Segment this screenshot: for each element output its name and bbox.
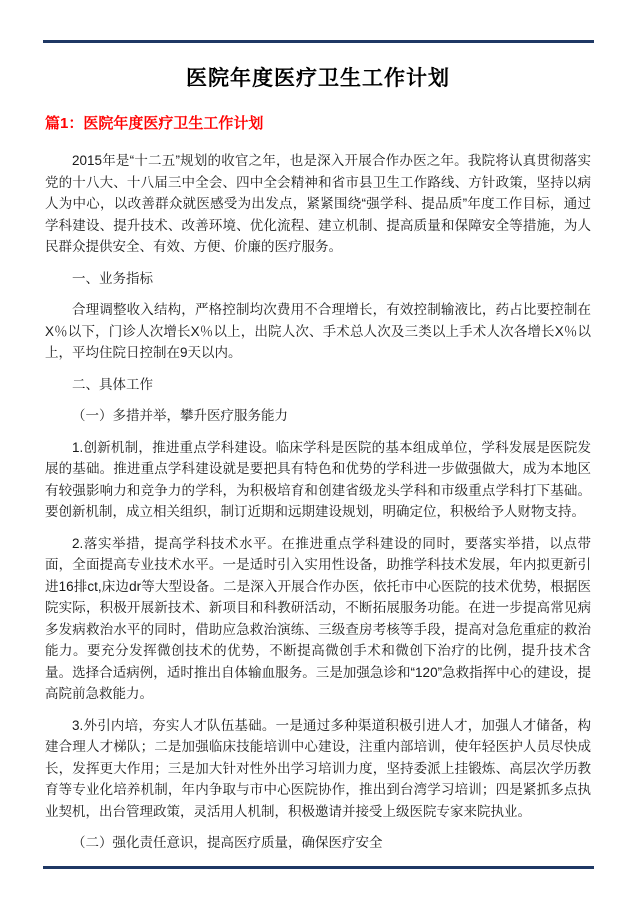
paragraph: 合理调整收入结构，严格控制均次费用不合理增长，有效控制输液比，药占比要控制在X％以下，门诊人次增长X％以上，出院人次、手术总人次及三类以上手术人次各增长X％以上，平均住院日控制在9天以内。 xyxy=(45,302,591,360)
paragraph: 二、具体工作 xyxy=(72,376,153,392)
paragraph: 2.落实举措，提高学科技术水平。在推进重点学科建设的同时，要落实举措，以点带面，全面提高专业技术水平。一是适时引入实用性设备，助推学科技术发展，年内拟更新引进16排ct,床边dr等大型设备。二是深入开展合作办医，依托市中心医院的技术优势，根据医院实际，积极开展新技术、新项目和科教研活动，不断拓展服务功能。在进一步提高常见病多发病救治水平的同时，借助应急救治演练、三级查房考核等手段，提高对急危重症的救治能力。要充分发挥微创技术的优势，不断提高微创手术和微创下治疗的比例，提升技术含量。选择合适病例，适时推出自体输血服务。三是加强急诊和“120”急救指挥中心的建设，提高院前急救能力。 xyxy=(45,535,591,701)
document-title: 医院年度医疗卫生工作计划 xyxy=(186,67,450,90)
paragraph: 2015年是“十二五”规划的收官之年，也是深入开展合作办医之年。我院将认真贯彻落实党的十八大、十八届三中全会、四中全会精神和省市县卫生工作路线、方针政策，坚持以病人为中心，以改善群众就医感受为出发点，紧紧围绕“强学科、提品质”年度工作目标，通过学科建设、提升技术、改善环境、优化流程、建立机制、提高质量和保障安全等措施，为人民群众提供安全、有效、方便、价廉的医疗服务。 xyxy=(45,153,591,254)
paragraph: 3.外引内培，夯实人才队伍基础。一是通过多种渠道积极引进人才，加强人才储备，构建合理人才梯队；二是加强临床技能培训中心建设，注重内部培训，使年轻医护人员尽快成长，发挥更大作用；三是加大针对性外出学习培训力度，坚持委派上挂锻炼、高层次学历教育等专业化培养机制，年内争取与市中心医院协作，推出到台湾学习培训；四是紧抓多点执业契机，出台管理政策，灵活用人机制，积极邀请并接受上级医院专家来院执业。 xyxy=(45,717,591,819)
section-heading: 篇1：医院年度医疗卫生工作计划 xyxy=(45,115,264,132)
paragraph: 一、业务指标 xyxy=(72,270,153,286)
paragraph: 1.创新机制，推进重点学科建设。临床学科是医院的基本组成单位，学科发展是医院发展的基础。推进重点学科建设就是要把具有特色和优势的学科进一步做强做大，成为本地区有较强影响力和竞争力的学科，为积极培育和创建省级龙头学科和市级重点学科打下基础。要创新机制，成立相关组织，制订近期和远期建设规划，明确定位，积极给予人财物支持。 xyxy=(45,439,591,519)
paragraph: （一）多措并举，攀升医疗服务能力 xyxy=(72,408,288,423)
paragraph: （二）强化责任意识，提高医疗质量，确保医疗安全 xyxy=(72,835,383,850)
document-content xyxy=(45,0,591,854)
bottom-border-rule xyxy=(43,866,594,869)
